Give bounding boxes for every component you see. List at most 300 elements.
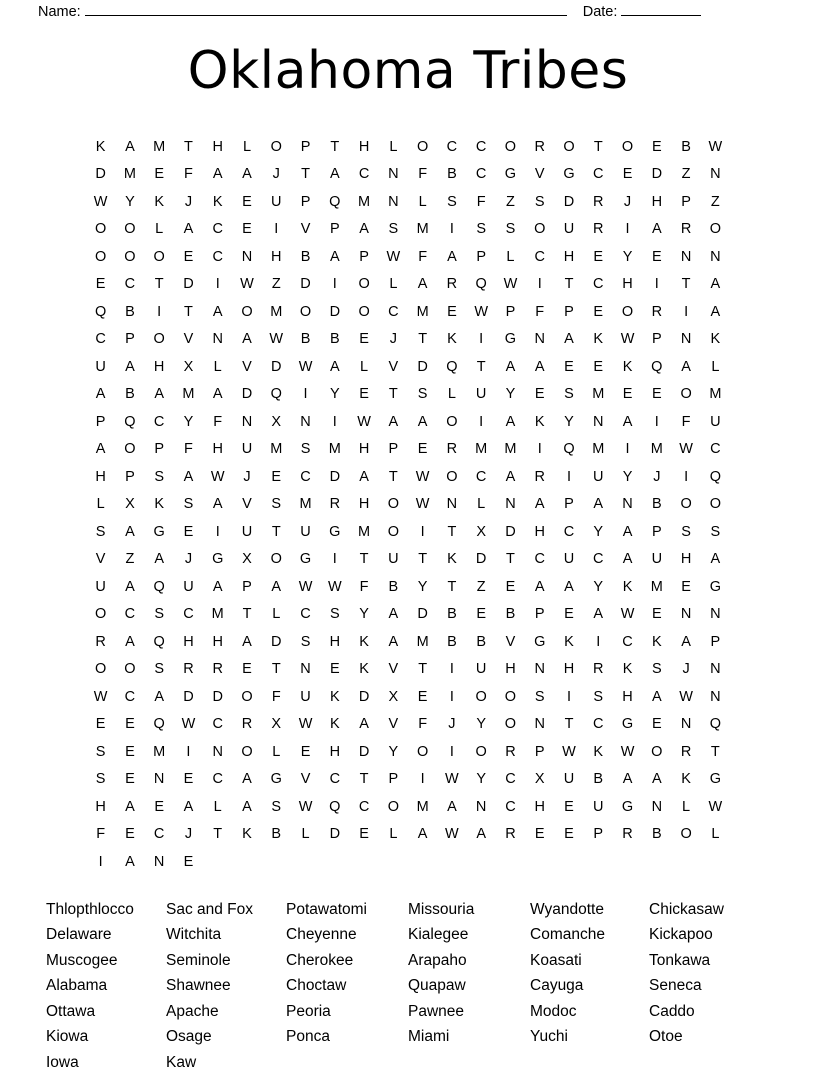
grid-letter[interactable]: O (153, 248, 165, 265)
grid-letter[interactable]: A (212, 386, 223, 403)
grid-letter[interactable]: E (593, 248, 604, 265)
grid-letter[interactable]: A (388, 413, 399, 430)
grid-letter[interactable]: A (710, 303, 721, 320)
word-list-item[interactable]: Pawnee (408, 1002, 465, 1020)
grid-letter[interactable]: F (359, 578, 369, 595)
grid-letter[interactable]: N (241, 248, 253, 265)
grid-letter[interactable]: A (271, 578, 282, 595)
grid-letter[interactable]: Q (329, 798, 341, 815)
grid-letter[interactable]: V (300, 771, 311, 788)
grid-letter[interactable]: I (684, 468, 689, 485)
grid-letter[interactable]: G (621, 716, 634, 733)
grid-letter[interactable]: N (300, 661, 311, 678)
grid-letter[interactable]: E (593, 303, 604, 320)
grid-letter[interactable]: E (300, 743, 311, 760)
grid-letter[interactable]: D (183, 688, 194, 705)
grid-letter[interactable]: O (124, 441, 136, 458)
grid-letter[interactable]: O (563, 138, 575, 155)
grid-letter[interactable]: Y (593, 578, 604, 595)
grid-letter[interactable]: A (154, 688, 164, 705)
grid-letter[interactable]: Q (153, 633, 165, 650)
grid-letter[interactable]: L (389, 276, 398, 293)
word-list-item[interactable]: Witchita (166, 926, 222, 944)
grid-letter[interactable]: B (271, 826, 282, 843)
grid-letter[interactable]: X (242, 551, 252, 568)
grid-letter[interactable]: D (212, 688, 223, 705)
grid-letter[interactable]: X (534, 771, 545, 788)
grid-letter[interactable]: A (212, 303, 223, 320)
grid-letter[interactable]: W (679, 441, 693, 458)
grid-letter[interactable]: W (708, 798, 723, 815)
grid-letter[interactable]: C (153, 826, 165, 843)
grid-letter[interactable]: E (359, 331, 369, 348)
word-list-item[interactable]: Alabama (46, 977, 108, 995)
grid-letter[interactable]: Z (506, 193, 515, 210)
grid-letter[interactable]: W (445, 771, 459, 788)
grid-letter[interactable]: H (680, 551, 692, 568)
grid-letter[interactable]: A (125, 523, 135, 540)
word-list-item[interactable]: Sac and Fox (166, 900, 254, 918)
grid-letter[interactable]: K (564, 633, 574, 650)
grid-letter[interactable]: O (241, 743, 253, 760)
grid-letter[interactable]: J (682, 661, 690, 678)
grid-letter[interactable]: C (505, 798, 516, 815)
grid-letter[interactable]: J (184, 826, 193, 843)
grid-letter[interactable]: Z (476, 578, 486, 595)
grid-letter[interactable]: Q (329, 193, 341, 210)
grid-letter[interactable]: X (271, 413, 282, 430)
grid-letter[interactable]: I (449, 688, 454, 705)
word-list-item[interactable]: Cayuga (530, 977, 584, 995)
grid-letter[interactable]: C (593, 276, 604, 293)
grid-letter[interactable]: F (681, 413, 691, 430)
grid-letter[interactable]: U (475, 386, 487, 403)
grid-letter[interactable]: N (710, 661, 721, 678)
grid-letter[interactable]: M (504, 441, 517, 458)
grid-letter[interactable]: H (212, 633, 223, 650)
grid-letter[interactable]: W (210, 468, 225, 485)
grid-letter[interactable]: D (241, 386, 253, 403)
grid-letter[interactable]: C (593, 166, 604, 183)
grid-letter[interactable]: C (212, 248, 223, 265)
grid-letter[interactable]: M (153, 743, 166, 760)
grid-letter[interactable]: A (447, 798, 457, 815)
word-list-item[interactable]: Thlopthlocco (46, 900, 134, 918)
grid-letter[interactable]: D (417, 358, 428, 375)
grid-letter[interactable]: C (475, 166, 487, 183)
grid-letter[interactable]: M (358, 523, 371, 540)
word-list-item[interactable]: Seneca (649, 977, 702, 995)
grid-letter[interactable]: N (710, 688, 721, 705)
grid-letter[interactable]: S (505, 221, 516, 238)
grid-letter[interactable]: A (417, 276, 428, 293)
grid-letter[interactable]: F (418, 716, 428, 733)
word-list-item[interactable]: Quapaw (408, 977, 466, 995)
grid-letter[interactable]: Z (681, 166, 691, 183)
grid-letter[interactable]: D (271, 358, 282, 375)
grid-letter[interactable]: C (124, 276, 136, 293)
grid-letter[interactable]: T (388, 386, 398, 403)
grid-letter[interactable]: S (388, 221, 399, 238)
grid-letter[interactable]: A (505, 468, 516, 485)
grid-letter[interactable]: A (622, 413, 633, 430)
grid-letter[interactable]: O (124, 661, 136, 678)
grid-letter[interactable]: V (505, 633, 516, 650)
grid-letter[interactable]: R (651, 303, 663, 320)
grid-letter[interactable]: O (680, 826, 692, 843)
grid-letter[interactable]: N (534, 331, 545, 348)
grid-letter[interactable]: Y (476, 716, 486, 733)
grid-letter[interactable]: S (271, 798, 282, 815)
grid-letter[interactable]: S (154, 661, 164, 678)
grid-letter[interactable]: E (125, 826, 135, 843)
grid-letter[interactable]: O (94, 248, 107, 265)
word-list-item[interactable]: Koasati (530, 951, 582, 969)
grid-letter[interactable]: Y (564, 413, 574, 430)
grid-letter[interactable]: D (358, 688, 370, 705)
grid-letter[interactable]: T (301, 166, 310, 183)
word-list-item[interactable]: Kickapoo (649, 926, 713, 944)
grid-letter[interactable]: K (534, 413, 545, 430)
grid-letter[interactable]: I (654, 413, 659, 430)
grid-letter[interactable]: D (651, 166, 663, 183)
grid-letter[interactable]: R (534, 138, 545, 155)
grid-letter[interactable]: N (241, 413, 253, 430)
grid-letter[interactable]: L (301, 826, 310, 843)
grid-letter[interactable]: N (710, 606, 721, 623)
grid-letter[interactable]: C (95, 331, 106, 348)
grid-letter[interactable]: A (359, 221, 369, 238)
grid-letter[interactable]: I (566, 468, 571, 485)
grid-letter[interactable]: Y (359, 606, 369, 623)
grid-letter[interactable]: A (95, 386, 106, 403)
grid-letter[interactable]: R (593, 221, 604, 238)
grid-letter[interactable]: S (183, 496, 194, 513)
grid-letter[interactable]: L (360, 358, 369, 375)
grid-letter[interactable]: N (388, 193, 399, 210)
grid-letter[interactable]: I (654, 276, 659, 293)
grid-letter[interactable]: P (388, 441, 399, 458)
grid-letter[interactable]: S (534, 193, 545, 210)
grid-letter[interactable]: T (154, 276, 164, 293)
grid-letter[interactable]: W (562, 743, 576, 760)
grid-letter[interactable]: P (710, 633, 721, 650)
grid-letter[interactable]: P (564, 303, 574, 320)
grid-letter[interactable]: H (563, 248, 575, 265)
grid-letter[interactable]: M (211, 606, 224, 623)
grid-letter[interactable]: A (125, 358, 135, 375)
grid-letter[interactable]: O (153, 331, 165, 348)
grid-letter[interactable]: O (709, 496, 721, 513)
grid-letter[interactable]: K (329, 688, 340, 705)
grid-letter[interactable]: E (95, 276, 106, 293)
grid-letter[interactable]: A (417, 826, 428, 843)
grid-letter[interactable]: C (534, 551, 545, 568)
grid-letter[interactable]: D (329, 303, 341, 320)
grid-letter[interactable]: C (446, 138, 458, 155)
grid-letter[interactable]: P (534, 606, 545, 623)
word-list-item[interactable]: Apache (166, 1002, 219, 1020)
grid-letter[interactable]: W (708, 138, 723, 155)
grid-letter[interactable]: X (183, 358, 194, 375)
grid-letter[interactable]: U (651, 551, 663, 568)
grid-letter[interactable]: S (300, 633, 311, 650)
grid-letter[interactable]: M (650, 441, 663, 458)
grid-letter[interactable]: A (622, 771, 633, 788)
grid-letter[interactable]: K (359, 661, 369, 678)
grid-letter[interactable]: A (505, 413, 516, 430)
grid-letter[interactable]: M (709, 386, 722, 403)
grid-letter[interactable]: M (416, 798, 429, 815)
grid-letter[interactable]: A (95, 441, 106, 458)
grid-letter[interactable]: A (125, 578, 135, 595)
grid-letter[interactable]: P (329, 221, 340, 238)
word-list-item[interactable]: Caddo (649, 1002, 695, 1020)
grid-letter[interactable]: A (447, 248, 457, 265)
grid-letter[interactable]: A (125, 853, 135, 870)
grid-letter[interactable]: T (242, 606, 252, 623)
grid-letter[interactable]: A (154, 386, 164, 403)
grid-letter[interactable]: R (212, 661, 223, 678)
word-list-item[interactable]: Wyandotte (530, 900, 604, 918)
grid-letter[interactable]: K (329, 716, 340, 733)
grid-letter[interactable]: X (476, 523, 486, 540)
grid-letter[interactable]: B (447, 633, 457, 650)
grid-letter[interactable]: I (186, 743, 191, 760)
grid-letter[interactable]: E (242, 193, 252, 210)
grid-letter[interactable]: T (184, 303, 193, 320)
word-list-item[interactable]: Miami (408, 1028, 450, 1046)
grid-letter[interactable]: J (389, 331, 397, 348)
grid-letter[interactable]: K (447, 551, 457, 568)
grid-letter[interactable]: G (504, 331, 517, 348)
grid-letter[interactable]: W (503, 276, 518, 293)
grid-letter[interactable]: O (124, 248, 136, 265)
grid-letter[interactable]: R (680, 743, 692, 760)
grid-letter[interactable]: A (593, 606, 604, 623)
grid-letter[interactable]: O (534, 221, 546, 238)
grid-letter[interactable]: V (388, 358, 399, 375)
grid-letter[interactable]: O (387, 798, 399, 815)
grid-letter[interactable]: X (271, 716, 282, 733)
grid-letter[interactable]: J (184, 193, 193, 210)
grid-letter[interactable]: L (213, 358, 222, 375)
grid-letter[interactable]: E (125, 743, 135, 760)
grid-letter[interactable]: S (154, 468, 164, 485)
grid-letter[interactable]: W (415, 496, 430, 513)
grid-letter[interactable]: E (564, 826, 574, 843)
grid-letter[interactable]: Q (124, 413, 136, 430)
grid-letter[interactable]: K (154, 496, 164, 513)
grid-letter[interactable]: T (359, 771, 369, 788)
grid-letter[interactable]: S (417, 386, 428, 403)
grid-letter[interactable]: T (359, 551, 369, 568)
grid-letter[interactable]: T (447, 523, 457, 540)
grid-letter[interactable]: O (651, 743, 663, 760)
grid-letter[interactable]: P (505, 303, 516, 320)
name-input-line[interactable] (85, 15, 567, 16)
grid-letter[interactable]: P (476, 248, 486, 265)
grid-letter[interactable]: U (563, 221, 575, 238)
grid-letter[interactable]: U (300, 688, 311, 705)
grid-letter[interactable]: N (534, 716, 545, 733)
grid-letter[interactable]: E (651, 248, 662, 265)
grid-letter[interactable]: R (680, 221, 692, 238)
grid-letter[interactable]: U (95, 358, 106, 375)
grid-letter[interactable]: W (620, 331, 635, 348)
grid-letter[interactable]: A (681, 633, 691, 650)
grid-letter[interactable]: E (329, 661, 340, 678)
grid-letter[interactable]: I (303, 386, 308, 403)
grid-letter[interactable]: F (213, 413, 223, 430)
grid-letter[interactable]: E (154, 798, 164, 815)
grid-letter[interactable]: O (504, 138, 517, 155)
grid-letter[interactable]: G (270, 771, 282, 788)
grid-letter[interactable]: A (505, 358, 516, 375)
grid-letter[interactable]: Q (475, 276, 487, 293)
grid-letter[interactable]: A (681, 358, 691, 375)
grid-letter[interactable]: C (183, 606, 194, 623)
grid-letter[interactable]: N (710, 248, 721, 265)
grid-letter[interactable]: Y (476, 771, 486, 788)
grid-letter[interactable]: M (416, 303, 429, 320)
grid-letter[interactable]: H (358, 496, 370, 513)
grid-letter[interactable]: O (94, 221, 107, 238)
grid-letter[interactable]: M (416, 221, 429, 238)
word-list-item[interactable]: Chickasaw (649, 900, 724, 918)
grid-letter[interactable]: H (329, 633, 341, 650)
grid-letter[interactable]: M (270, 441, 283, 458)
grid-letter[interactable]: C (300, 606, 311, 623)
grid-letter[interactable]: A (622, 551, 633, 568)
grid-letter[interactable]: N (680, 331, 692, 348)
grid-letter[interactable]: A (125, 798, 135, 815)
grid-letter[interactable]: Z (271, 276, 281, 293)
grid-letter[interactable]: D (475, 551, 487, 568)
word-list-item[interactable]: Yuchi (530, 1028, 568, 1046)
grid-letter[interactable]: J (243, 468, 251, 485)
grid-letter[interactable]: V (534, 166, 545, 183)
grid-letter[interactable]: Q (709, 716, 721, 733)
grid-letter[interactable]: E (242, 221, 252, 238)
grid-letter[interactable]: S (95, 523, 106, 540)
grid-letter[interactable]: H (212, 138, 223, 155)
grid-letter[interactable]: S (681, 523, 691, 540)
grid-letter[interactable]: M (592, 386, 605, 403)
grid-letter[interactable]: E (651, 606, 662, 623)
word-list-item[interactable]: Kiowa (46, 1028, 89, 1046)
grid-letter[interactable]: O (416, 743, 429, 760)
grid-letter[interactable]: A (359, 716, 369, 733)
grid-letter[interactable]: W (93, 193, 108, 210)
grid-letter[interactable]: O (299, 303, 312, 320)
grid-letter[interactable]: E (183, 248, 194, 265)
grid-letter[interactable]: R (505, 826, 516, 843)
grid-letter[interactable]: A (212, 496, 223, 513)
grid-letter[interactable]: N (505, 496, 516, 513)
grid-letter[interactable]: M (270, 303, 283, 320)
grid-letter[interactable]: D (271, 633, 282, 650)
grid-letter[interactable]: C (563, 523, 575, 540)
grid-letter[interactable]: H (563, 661, 575, 678)
grid-letter[interactable]: H (505, 661, 516, 678)
grid-letter[interactable]: V (242, 496, 252, 513)
grid-letter[interactable]: L (682, 798, 691, 815)
grid-letter[interactable]: S (154, 606, 164, 623)
grid-letter[interactable]: E (564, 358, 574, 375)
grid-letter[interactable]: A (564, 331, 574, 348)
grid-letter[interactable]: A (534, 358, 545, 375)
grid-letter[interactable]: M (328, 441, 341, 458)
grid-letter[interactable]: O (680, 386, 692, 403)
grid-letter[interactable]: H (95, 468, 106, 485)
grid-letter[interactable]: I (332, 413, 337, 430)
grid-letter[interactable]: L (389, 138, 398, 155)
grid-letter[interactable]: O (446, 413, 458, 430)
grid-letter[interactable]: H (622, 688, 633, 705)
grid-letter[interactable]: Y (329, 386, 340, 403)
grid-letter[interactable]: K (593, 331, 604, 348)
grid-letter[interactable]: C (475, 138, 487, 155)
grid-letter[interactable]: I (215, 523, 220, 540)
grid-letter[interactable]: W (298, 358, 313, 375)
grid-letter[interactable]: M (358, 193, 371, 210)
grid-letter[interactable]: O (446, 468, 458, 485)
word-list-item[interactable]: Muscogee (46, 951, 118, 969)
grid-letter[interactable]: N (710, 166, 721, 183)
grid-letter[interactable]: A (534, 496, 545, 513)
grid-letter[interactable]: E (651, 716, 662, 733)
grid-letter[interactable]: E (271, 468, 282, 485)
grid-letter[interactable]: R (593, 661, 604, 678)
grid-letter[interactable]: O (416, 138, 429, 155)
word-list-item[interactable]: Modoc (530, 1002, 577, 1020)
grid-letter[interactable]: G (621, 798, 634, 815)
grid-letter[interactable]: H (622, 276, 633, 293)
grid-letter[interactable]: A (329, 358, 340, 375)
grid-letter[interactable]: M (475, 441, 488, 458)
grid-letter[interactable]: H (358, 441, 370, 458)
grid-letter[interactable]: K (622, 661, 633, 678)
grid-letter[interactable]: D (417, 606, 428, 623)
grid-letter[interactable]: K (622, 358, 633, 375)
grid-letter[interactable]: A (651, 688, 662, 705)
grid-letter[interactable]: F (535, 303, 545, 320)
grid-letter[interactable]: O (94, 661, 107, 678)
grid-letter[interactable]: K (242, 826, 252, 843)
grid-letter[interactable]: U (300, 523, 311, 540)
grid-letter[interactable]: B (593, 771, 604, 788)
grid-letter[interactable]: O (270, 551, 282, 568)
grid-letter[interactable]: N (212, 331, 223, 348)
grid-letter[interactable]: Y (622, 248, 633, 265)
grid-letter[interactable]: F (418, 166, 428, 183)
grid-letter[interactable]: T (593, 138, 603, 155)
grid-letter[interactable]: W (298, 798, 313, 815)
grid-letter[interactable]: S (271, 496, 282, 513)
grid-letter[interactable]: W (445, 826, 459, 843)
grid-letter[interactable]: I (157, 303, 162, 320)
grid-letter[interactable]: H (271, 248, 282, 265)
grid-letter[interactable]: G (709, 771, 721, 788)
grid-letter[interactable]: N (680, 606, 692, 623)
grid-letter[interactable]: N (593, 413, 604, 430)
grid-letter[interactable]: E (359, 826, 369, 843)
grid-letter[interactable]: P (242, 578, 252, 595)
grid-letter[interactable]: Y (505, 386, 516, 403)
grid-letter[interactable]: E (359, 386, 369, 403)
grid-letter[interactable]: A (651, 221, 662, 238)
